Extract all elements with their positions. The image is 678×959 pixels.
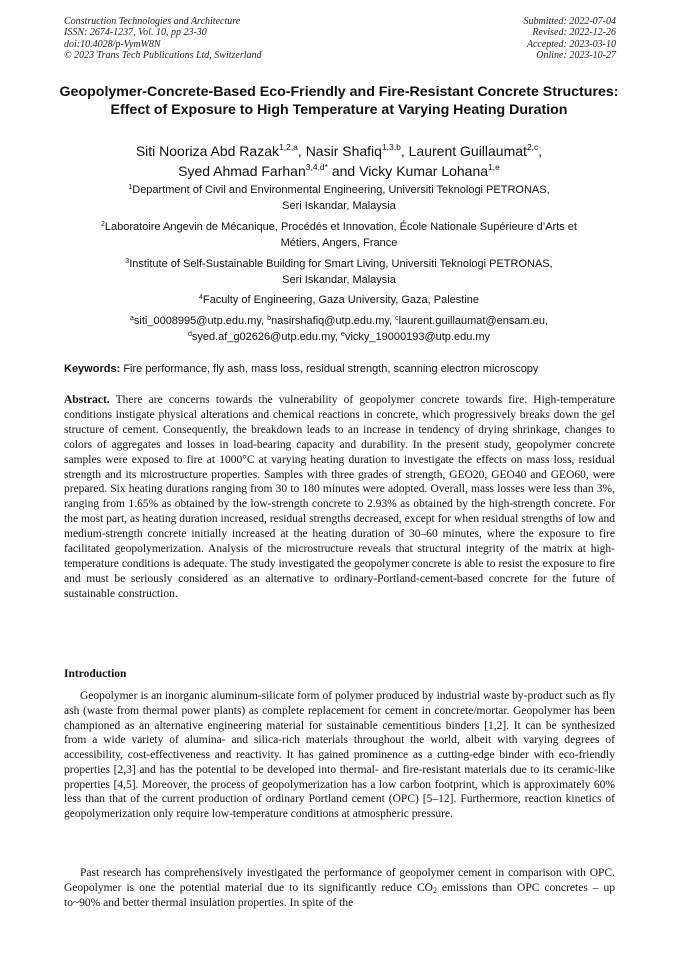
paper-title: Geopolymer-Concrete-Based Eco-Friendly and Fire-Resistant Concrete Structures: Effect of Exposure to High Temperature at Varying Heating Duration — [59, 84, 619, 118]
email-address[interactable]: vicky_19000193@utp.edu.my — [344, 330, 491, 343]
affiliation-2 — [48, 220, 630, 251]
date-accepted: Accepted: 2023-03-10 — [526, 38, 616, 50]
email-superscript: c — [395, 315, 399, 322]
keywords — [64, 362, 616, 377]
email-address[interactable]: syed.af_g02626@utp.edu.my, — [191, 330, 342, 343]
affiliation-number: 2 — [101, 221, 105, 228]
email-superscript: e — [341, 330, 345, 338]
author-name: Vicky Kumar Lohana — [359, 163, 489, 179]
email-address[interactable]: laurent.guillaumat@ensam.eu, — [398, 315, 549, 327]
author-separator: , — [538, 143, 543, 159]
body-paragraph — [64, 866, 615, 910]
journal-doi[interactable]: doi:10.4028/p-VymW8N — [64, 38, 161, 50]
affiliation-line: Institute of Self-Sustainable Building for Smart Living, Universiti Teknologi PETRONAS, — [129, 258, 553, 270]
author-separator: , — [297, 143, 306, 159]
author-superscript: 1,2,a — [279, 142, 298, 152]
author-superscript: 3,4,d* — [305, 162, 328, 172]
journal-issn: ISSN: 2674-1237, Vol. 10, pp 23-30 — [64, 27, 207, 39]
affiliation-1 — [48, 183, 630, 214]
affiliation-line: Laboratoire Angevin de Mécanique, Procédés et Innovation, École Nationale Supérieure d’Arts et — [104, 221, 577, 233]
email-superscript: b — [267, 315, 272, 322]
body-paragraph: Geopolymer is an inorganic aluminum-silicate form of polymer produced by industrial waste by-product such as fly ash (waste from thermal power plants) as complete replacement for cement in concrete/mortar. Geopolymer has been championed as an alternative engineering material for sustainable cementitious binders [1,2]. It can be synthesized from a wide variety of alumina- and silica-rich materials throughout the world, albeit with varying degrees of accessibility, cost-effectiveness and reactivity. It has gained prominence as a cutting-edge binder with eco-friendly properties [2,3] and has the potential to be developed into thermal- and fire-resistant materials due to its ceramic-like properties [4,5]. Moreover, the process of geopolymerization has a low carbon footprint, which is approximately 60% less than that of the current production of ordinary Portland cement (OPC) [5–12]. Furthermore, reaction kinetics of geopolymerization only require low-temperature conditions at atmospheric pressure. — [64, 690, 615, 820]
author-list — [48, 141, 630, 181]
author-name: Siti Nooriza Abd Razak — [135, 143, 279, 159]
abstract — [64, 393, 615, 602]
keywords-text: Fire performance, fly ash, mass loss, residual strength, scanning electron microscopy — [123, 363, 539, 375]
affiliation-3 — [48, 257, 630, 288]
email-superscript: d — [187, 330, 192, 338]
author-superscript: 1,e — [488, 162, 500, 172]
email-address[interactable]: siti_0008995@utp.edu.my, — [133, 315, 268, 327]
email-superscript: a — [129, 315, 134, 322]
keywords-label: Keywords: — [64, 363, 121, 375]
author-separator: , — [400, 143, 409, 159]
affiliation-number: 4 — [198, 294, 203, 301]
affiliation-line: Métiers, Angers, France — [280, 236, 398, 249]
author-emails — [48, 314, 630, 345]
affiliation-line: Department of Civil and Environmental Engineering, Universiti Teknologi PETRONAS, — [132, 184, 550, 196]
date-submitted: Submitted: 2022-07-04 — [523, 16, 616, 27]
affiliation-number: 1 — [128, 184, 133, 191]
author-separator: and — [327, 163, 360, 179]
affiliation-number: 3 — [125, 258, 130, 265]
author-name: Syed Ahmad Farhan — [178, 163, 306, 179]
publication-dates — [524, 16, 617, 62]
email-address[interactable]: nasirshafiq@utp.edu.my, — [271, 315, 396, 327]
journal-info — [64, 16, 262, 62]
paragraph-text: emissions than OPC concretes – up to~90% and better thermal insulation properties. In spite of the — [64, 881, 615, 909]
journal-name: Construction Technologies and Architecture — [64, 16, 241, 27]
subscript: 2 — [432, 885, 437, 895]
journal-copyright: © 2023 Trans Tech Publications Ltd, Switzerland — [64, 50, 262, 62]
affiliation-4 — [48, 293, 630, 309]
affiliation-line: Faculty of Engineering, Gaza University, Gaza, Palestine — [202, 294, 480, 306]
author-superscript: 2,c — [526, 142, 539, 152]
date-revised: Revised: 2022-12-26 — [532, 27, 616, 39]
affiliation-line: Seri Iskandar, Malaysia — [282, 199, 396, 212]
author-name: Nasir Shafiq — [305, 143, 382, 159]
abstract-text: There are concerns towards the vulnerability of geopolymer concrete towards fire. High-temperature conditions instigate physical alterations and chemical reactions in concrete, which progressively breaks down the gel structure of cement. Consequently, the breakdown leads to an increase in tendency of drying shrinkage, changes to colors of aggregates and losses in load-bearing capacity and durability. In the present study, geopolymer concrete samples were exposed to fire at 1000°C at varying heating duration to investigate the effects on mass loss, residual strength and its microstructure properties. Samples with three grades of strength, GEO20, GEO40 and GEO60, were prepared. Six heating durations ranging from 30 to 180 minutes were adopted. Overall, mass losses were less than 3%, ranging from 1.65% as obtained by the low-strength concrete to 2.93% as obtained by the high-strength concrete. For the most part, as heating duration increased, residual strengths decreased, except for when residual strengths of low and medium-strength concrete initially increased at the heating duration of 30–60 minutes, where the exposure to fire facilitated geopolymerization. Analysis of the microstructure reveals that structural integrity of the matrix at high-temperature conditions is adequate. The study investigated the geopolymer concrete is able to resist the exposure to fire and must be seriously considered as an alternative to ordinary-Portland-cement-based concrete for the future of sustainable construction. — [64, 394, 616, 600]
date-online: Online: 2023-10-27 — [536, 50, 616, 62]
affiliation-line: Seri Iskandar, Malaysia — [282, 273, 396, 286]
author-name: Laurent Guillaumat — [408, 143, 527, 159]
paragraph-text: Past research has comprehensively investigated the performance of geopolymer cement in comparison with OPC. Geopolymer is one the potential material due to its significantly reduce CO — [64, 867, 615, 894]
section-heading-introduction: Introduction — [64, 668, 127, 680]
author-superscript: 1,3,b — [381, 142, 401, 152]
abstract-label: Abstract. — [64, 394, 110, 406]
